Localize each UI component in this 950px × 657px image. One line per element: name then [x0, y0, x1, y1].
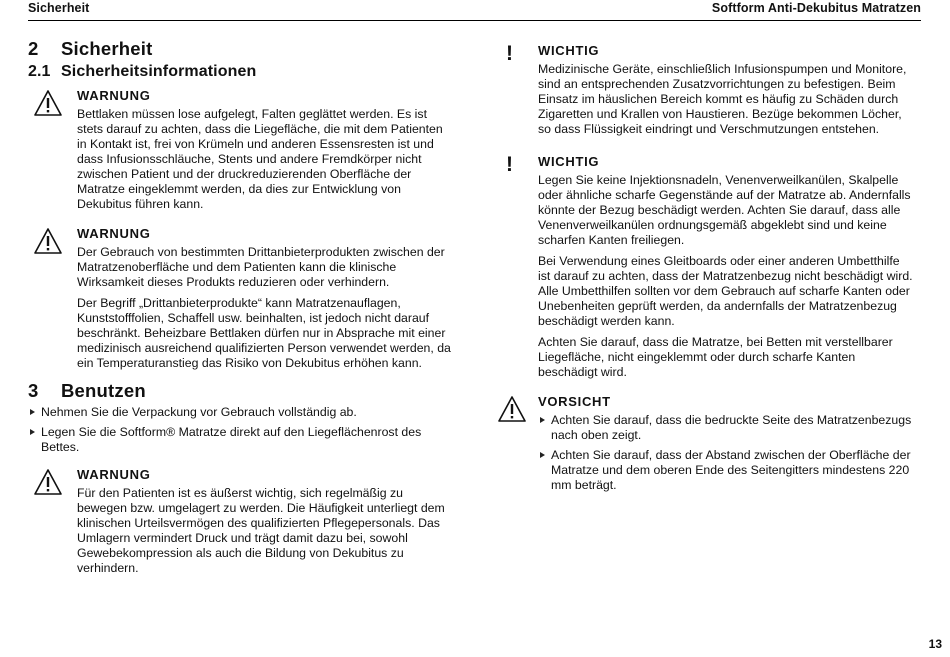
header-section-title: Sicherheit [28, 1, 90, 15]
warning-triangle-icon [33, 227, 63, 255]
caution-triangle-icon [497, 395, 527, 423]
usage-list [28, 405, 454, 455]
caution-title: VORSICHT [538, 394, 611, 409]
section-2-1-heading [28, 63, 454, 81]
warning-title: WARNUNG [77, 467, 151, 482]
list-item: Nehmen Sie die Verpackung vor Gebrauch vollständig ab. [28, 405, 454, 420]
bullet-arrow-icon [30, 409, 35, 415]
left-column [28, 34, 454, 585]
important-text: Medizinische Geräte, einschließlich Infusionspumpen und Monitore, sind an entsprechenden Zusatzvorrichtungen zu befestigen. Beim Einsatz im häuslichen Bereich kommt es häufig zu Schäden durch Zigaretten und Krallen von Haustieren. Bezüge bekommen Löcher, so dass Flüssigkeit eindringt und Verschmutzungen entstehen. [538, 62, 907, 136]
exclamation-icon: ! [506, 42, 513, 65]
warning-title: WARNUNG [77, 88, 151, 103]
section-2-number: 2 [28, 38, 39, 59]
warning-text: Der Gebrauch von bestimmten Drittanbieterprodukten zwischen der Matratzenoberfläche und dem Patienten kann die klinische Wirksamkeit dieses Produkts reduzieren oder verhindern. [77, 245, 445, 289]
section-2-heading [28, 38, 454, 60]
section-2-1-number: 2.1 [28, 63, 51, 80]
exclamation-icon: ! [506, 153, 513, 176]
section-2-1-title: Sicherheitsinformationen [61, 63, 257, 80]
important-text: Achten Sie darauf, dass die Matratze, bei Betten mit verstellbarer Liegefläche, nicht eingeklemmt oder durch scharfe Kanten beschädigt wird. [538, 335, 893, 379]
important-title: WICHTIG [538, 43, 600, 58]
warning-triangle-icon [33, 468, 63, 496]
warning-triangle-icon [33, 89, 63, 117]
warning-text: Bettlaken müssen lose aufgelegt, Falten geglättet werden. Es ist stets darauf zu achten, dass die Liegefläche, die mit dem Patienten in Kontakt ist, frei von Krümeln und anderen Essensresten ist und dass Infusionsschläuche, Stents und andere Fremdkörper nicht zwischen Patient und der druckreduzierenden Oberfläche der Matratze eingeklemmt werden, da dies zur Entwicklung von Dekubitus führen kann. [77, 107, 443, 211]
warning-title: WARNUNG [77, 226, 151, 241]
section-2-title: Sicherheit [61, 38, 153, 59]
section-3-title: Benutzen [61, 380, 146, 401]
important-notice-1 [497, 43, 915, 137]
important-notice-2 [497, 154, 915, 380]
warning-notice-1 [28, 88, 454, 212]
warning-notice-2 [28, 226, 454, 371]
section-3-number: 3 [28, 380, 39, 401]
page-number: 13 [928, 637, 942, 651]
list-item: Achten Sie darauf, dass der Abstand zwischen der Oberfläche der Matratze und dem oberen Ende des Seitengitters mindestens 220 mm beträgt. [538, 448, 915, 493]
list-item: Legen Sie die Softform® Matratze direkt auf den Liegeflächenrost des Bettes. [28, 425, 454, 455]
header-rule [28, 20, 921, 21]
important-title: WICHTIG [538, 154, 600, 169]
bullet-arrow-icon [540, 417, 545, 423]
section-3-heading [28, 380, 454, 402]
caution-list [538, 413, 915, 493]
caution-notice [497, 394, 915, 493]
important-text: Legen Sie keine Injektionsnadeln, Venenverweilkanülen, Skalpelle oder ähnliche scharfe Gegenstände auf der Matratze ab. Andernfalls könnte der Bezug beschädigt werden. Achten Sie darauf, dass alle Venenverweilkanülen ordnungsgemäß abgeklebt sind und keine scharfen Kanten freiliegen. [538, 173, 911, 247]
bullet-arrow-icon [540, 452, 545, 458]
header-document-title: Softform Anti-Dekubitus Matratzen [711, 1, 921, 15]
warning-text: Der Begriff „Drittanbieterprodukte“ kann Matratzenauflagen, Kunststofffolien, Schaffell usw. beinhalten, ist jedoch nicht darauf beschränkt. Beheizbare Bettlaken dürfen nur in Absprache mit einer medizinisch ausreichend qualifizierten Person verwendet werden, da ein Temperaturanstieg das Risiko von Dekubitus erhöhen kann. [77, 296, 451, 370]
list-item: Achten Sie darauf, dass die bedruckte Seite des Matratzenbezugs nach oben zeigt. [538, 413, 915, 443]
warning-text: Für den Patienten ist es äußerst wichtig, sich regelmäßig zu bewegen bzw. umgelagert zu werden. Die Häufigkeit unterliegt dem klinischen Urteilsvermögen des qualifizierten Pflegepersonals. Das Umlagern vermindert Druck und trägt damit dazu bei, sowohl Gewebekompression als auch die Bildung von Dekubitus zu verhindern. [77, 486, 445, 575]
right-column [497, 43, 915, 502]
warning-notice-3 [28, 467, 454, 576]
important-text: Bei Verwendung eines Gleitboards oder einer anderen Umbetthilfe ist darauf zu achten, dass der Matratzenbezug nicht beschädigt wird. Alle Umbetthilfen sollten vor dem Gebrauch auf scharfe Kanten oder Unebenheiten geprüft werden, da andernfalls der Matratzenbezug beschädigt werden kann. [538, 254, 913, 328]
bullet-arrow-icon [30, 429, 35, 435]
